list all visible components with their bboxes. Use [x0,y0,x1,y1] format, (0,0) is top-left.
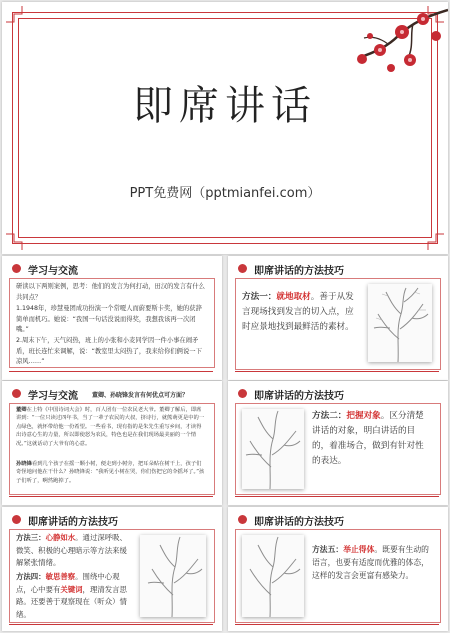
slide-study-exchange-1[interactable] [2,256,222,380]
header-bullet-icon [238,389,247,398]
method-description: 。围绕中心观点，心中要有 [16,572,120,594]
header-bullet-icon [12,389,21,398]
method-description-2: ，理清发言思路。还要善于观察现在（听众）情绪。 [16,584,127,619]
case-sunxiaofeng [16,460,206,485]
method-label: 方法二： [312,411,347,421]
method-keyword: 举止得体 [343,545,375,554]
bottom-divider [235,371,439,372]
tree-branch-icon [368,284,432,362]
slide-header: 即席讲话的方法技巧 [28,517,118,528]
case-text: 看到几个孩子在摇一颗小树，便走到小树旁，把耳朵贴在树干上，孩子们奇怪地问他在干什么？孙晓锋说：“我听见小树在哭，你们伤把它的伞摇坏了。”孩子们听了，啊然跑掉了。 [16,461,205,484]
winter-tree-image [140,535,206,617]
winter-tree-image [368,284,432,362]
method-2-text [312,409,430,469]
slide-method-5[interactable] [228,507,448,631]
method-4-text [16,571,134,621]
slide-method-1[interactable] [228,256,448,380]
case-paragraph-2: 2.周末下午，天气闷热，班上的小张和小麦同学因一件小事在闹矛盾，班长连忙来调解，说：“教室里太闷热了，我来给你们俩说一下凉风……” [16,337,202,365]
method-3-text [16,532,134,570]
title-slide[interactable] [2,2,448,254]
method-description: 。既要有生动的语言，也要有适度而优雅的体态，这样的发言会更富有感染力。 [312,545,429,580]
method-label: 方法五： [312,545,344,554]
plum-blossom-branch [318,2,448,82]
bottom-divider [9,371,213,372]
method-keyword-2: 关键词 [60,584,83,594]
slide-method-2[interactable] [228,381,448,505]
case-paragraph-1: 1.1948年，珍慧曼团成功扮演一个常嗄人而蔚要斯卡奖，她的获辞简单而机巧。她说：“我国一句话没说而得奖，我想我该再一次闭嘴。” [16,305,202,333]
case-dongqing [16,406,206,448]
bottom-divider [9,624,213,625]
method-description: 。区分清楚讲话的对象，明白讲话的目的，着准场合，做到有针对性的表达。 [312,411,424,466]
slide-header: 学习与交流 [28,391,78,402]
slide-header: 学习与交流 [28,266,78,277]
slide-study-exchange-2[interactable] [2,381,222,505]
header-bullet-icon [12,264,21,273]
site-subtitle: PPT免费网（pptmianfei.com） [129,186,321,201]
method-label: 方法三： [16,533,46,542]
slide-method-3-4[interactable] [2,507,222,631]
speaker-name: 孙晓锋 [16,461,32,467]
winter-tree-image [242,409,304,489]
method-1-text [242,290,362,335]
slide-header: 即席讲话的方法技巧 [254,517,344,528]
page-title: 即席讲话 [133,83,317,129]
speaker-name: 董卿 [16,407,27,413]
header-bullet-icon [238,515,247,524]
bottom-divider [235,624,439,625]
winter-tree-image [242,535,304,617]
slide-header: 即席讲话的方法技巧 [254,391,344,402]
method-label: 方法四： [16,572,46,581]
question-text: 研读以下两则案例，思考：他们的发言为何打动，田汉的发言有什么共同点？ [16,283,205,301]
slide-subheader: 董卿、孙晓锋发言有何优点可方面？ [92,392,189,399]
header-bullet-icon [12,515,21,524]
tree-branch-icon [140,535,206,617]
method-label: 方法一： [242,292,277,302]
method-description: 。善于从发言现场找到发言的切入点，应时应景地找到最鲜活的素材。 [242,292,354,332]
slide-header: 即席讲话的方法技巧 [254,266,344,277]
method-keyword: 把握对象 [346,411,381,421]
header-bullet-icon [238,264,247,273]
method-description: 。通过深呼吸、微笑、积极的心理暗示等方法来缓解紧张情绪。 [16,533,127,567]
tree-branch-icon [242,409,304,489]
bottom-divider [9,496,213,497]
bottom-divider [235,496,439,497]
method-5-text [312,543,430,582]
case-text: 在上特《中国诗词大会》时，百人团有一位农民老大爷。董卿了解后，即席讲到：“一位只读过四年书，当了一辈子农民的大叔，挤诗行，就熊萌更是中的一点绿色，就怀带给他一份希望。一些看书，现有指的是朱先生重写乡间，才读得出诗意心生的力量，所以即使怒为农民，特色也是在我们现场最美丽的一个情况。”这就话动了大爷有的心意。 [16,407,205,447]
tree-branch-icon [242,535,304,617]
method-keyword: 就地取材 [276,292,311,302]
method-keyword: 敏思善察 [45,572,76,581]
method-keyword: 心静如水 [45,533,76,542]
